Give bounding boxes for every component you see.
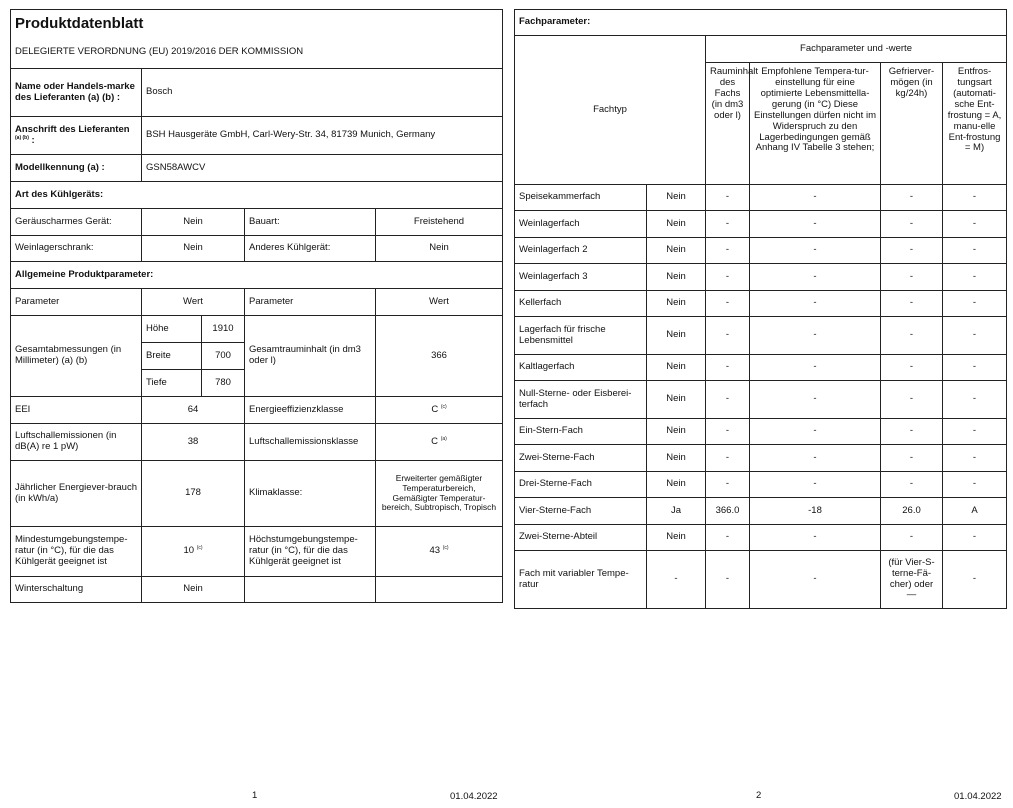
col-volume-header: Rauminhalt des Fachs (in dm3 oder l) [706, 63, 750, 185]
max-temp-value: 43 $^{(c)}$ [376, 527, 503, 577]
compartment-volume: 366.0 [706, 498, 750, 525]
compartment-present: - [647, 551, 706, 609]
min-temp-label: Mindestumgebungstempe-ratur (in °C), für die das Kühlgerät geeignet ist [11, 527, 142, 577]
compartment-freeze: - [881, 264, 943, 291]
compartment-name: Null-Sterne- oder Eisberei-terfach [515, 381, 647, 419]
compartment-row [515, 525, 1007, 551]
noise-label: Luftschallemissionen (in dB(A) re 1 pW) [11, 424, 142, 461]
compartment-volume: - [706, 525, 750, 551]
compartment-volume: - [706, 238, 750, 264]
compartment-temp: - [750, 381, 881, 419]
volume-label: Gesamtrauminhalt (in dm3 oder l) [245, 316, 376, 397]
compartment-temp: - [750, 419, 881, 445]
section-heading: Fachparameter: [515, 10, 1007, 36]
compartment-name: Vier-Sterne-Fach [515, 498, 647, 525]
min-temp-value: 10 $^{(c)}$ [142, 527, 245, 577]
energy-class-value: C $^{(c)}$ [376, 397, 503, 424]
compartment-name: Lagerfach für frische Lebensmittel [515, 317, 647, 355]
general-section-heading: Allgemeine Produktparameter: [11, 262, 503, 289]
compartment-freeze: - [881, 185, 943, 211]
compartment-defrost: - [943, 317, 1007, 355]
regulation-text: DELEGIERTE VERORDNUNG (EU) 2019/2016 DER KOMMISSION [11, 38, 503, 69]
compartment-row [515, 472, 1007, 498]
compartment-freeze: - [881, 419, 943, 445]
page-title: Produktdatenblatt [11, 10, 503, 38]
noise-class-label: Luftschallemissionsklasse [245, 424, 376, 461]
climate-value: Erweiterter gemäßigter Temperaturbereich, Gemäßigter Temperatur-bereich, Subtropisch, Tropisch [376, 461, 503, 527]
compartment-freeze: - [881, 472, 943, 498]
compartment-freeze: - [881, 445, 943, 472]
volume-value: 366 [376, 316, 503, 397]
compartment-freeze: (für Vier-S-terne-Fä-cher) oder — [881, 551, 943, 609]
compartment-volume: - [706, 185, 750, 211]
compartment-defrost: - [943, 381, 1007, 419]
max-temp-label: Höchstumgebungstempe-ratur (in °C), für die das Kühlgerät geeignet ist [245, 527, 376, 577]
group-header: Fachparameter und -werte [706, 36, 1007, 63]
compartment-defrost: - [943, 355, 1007, 381]
model-value: GSN58AWCV [142, 155, 503, 182]
compartment-parameters-table [514, 9, 1007, 609]
compartment-name: Kaltlagerfach [515, 355, 647, 381]
height-value: 1910 [202, 316, 245, 343]
page-number-2: 2 [756, 790, 762, 801]
compartment-volume: - [706, 264, 750, 291]
compartment-name: Zwei-Sterne-Abteil [515, 525, 647, 551]
compartment-name: Kellerfach [515, 291, 647, 317]
consumption-value: 178 [142, 461, 245, 527]
compartment-row [515, 419, 1007, 445]
compartment-freeze: - [881, 317, 943, 355]
compartment-temp: - [750, 472, 881, 498]
compartment-row [515, 238, 1007, 264]
compartment-present: Nein [647, 445, 706, 472]
compartment-present: Nein [647, 185, 706, 211]
winter-value: Nein [142, 577, 245, 603]
compartment-freeze: - [881, 238, 943, 264]
compartment-present: Nein [647, 472, 706, 498]
wine-cabinet-label: Weinlagerschrank: [11, 236, 142, 262]
model-label: Modellkennung (a) : [11, 155, 142, 182]
compartment-defrost: A [943, 498, 1007, 525]
value-header: Wert [142, 289, 245, 316]
climate-label: Klimaklasse: [245, 461, 376, 527]
other-appliance-label: Anderes Kühlgerät: [245, 236, 376, 262]
compartment-defrost: - [943, 419, 1007, 445]
height-label: Höhe [142, 316, 202, 343]
date-1: 01.04.2022 [450, 791, 498, 802]
compartment-name: Drei-Sterne-Fach [515, 472, 647, 498]
compartment-freeze: - [881, 381, 943, 419]
compartment-freeze: - [881, 211, 943, 238]
compartment-defrost: - [943, 185, 1007, 211]
compartment-freeze: - [881, 291, 943, 317]
compartment-present: Nein [647, 211, 706, 238]
compartment-defrost: - [943, 472, 1007, 498]
compartment-row [515, 445, 1007, 472]
eei-value: 64 [142, 397, 245, 424]
wine-cabinet-value: Nein [142, 236, 245, 262]
compartment-defrost: - [943, 291, 1007, 317]
compartment-volume: - [706, 381, 750, 419]
compartment-temp: - [750, 185, 881, 211]
compartment-temp: - [750, 238, 881, 264]
fachtyp-header: Fachtyp [515, 36, 706, 185]
compartment-row [515, 498, 1007, 525]
product-datasheet-table [10, 9, 503, 603]
compartment-temp: - [750, 525, 881, 551]
energy-class-label: Energieeffizienzklasse [245, 397, 376, 424]
compartment-name: Ein-Stern-Fach [515, 419, 647, 445]
compartment-volume: - [706, 551, 750, 609]
compartment-temp: -18 [750, 498, 881, 525]
empty-cell [245, 577, 376, 603]
design-label: Bauart: [245, 209, 376, 236]
compartment-row [515, 355, 1007, 381]
other-appliance-value: Nein [376, 236, 503, 262]
compartment-name: Weinlagerfach 3 [515, 264, 647, 291]
empty-cell [376, 577, 503, 603]
compartment-temp: - [750, 445, 881, 472]
winter-label: Winterschaltung [11, 577, 142, 603]
compartment-temp: - [750, 355, 881, 381]
compartment-row [515, 317, 1007, 355]
compartment-defrost: - [943, 551, 1007, 609]
depth-value: 780 [202, 370, 245, 397]
compartment-volume: - [706, 355, 750, 381]
supplier-name-value: Bosch [142, 69, 503, 117]
compartment-present: Nein [647, 238, 706, 264]
compartment-temp: - [750, 551, 881, 609]
col-defrost-header: Entfros-tungsart (automati-sche Ent-frostung = A, manu-elle Ent-frostung = M) [943, 63, 1007, 185]
compartment-defrost: - [943, 264, 1007, 291]
low-noise-label: Geräuscharmes Gerät: [11, 209, 142, 236]
supplier-address-value: BSH Hausgeräte GmbH, Carl-Wery-Str. 34, 81739 Munich, Germany [142, 117, 503, 155]
compartment-volume: - [706, 445, 750, 472]
compartment-row [515, 185, 1007, 211]
dimensions-label: Gesamtabmessungen (in Millimeter) (a) (b) [11, 316, 142, 397]
compartment-volume: - [706, 419, 750, 445]
supplier-address-label: Anschrift des Lieferanten $^{(a) (b)}$ : [11, 117, 142, 155]
compartment-present: Nein [647, 264, 706, 291]
compartment-present: Nein [647, 525, 706, 551]
compartment-defrost: - [943, 238, 1007, 264]
compartment-temp: - [750, 264, 881, 291]
design-value: Freistehend [376, 209, 503, 236]
compartment-freeze: - [881, 525, 943, 551]
compartment-row [515, 291, 1007, 317]
width-label: Breite [142, 343, 202, 370]
compartment-row [515, 551, 1007, 609]
compartment-volume: - [706, 291, 750, 317]
compartment-defrost: - [943, 525, 1007, 551]
param-header-2: Parameter [245, 289, 376, 316]
compartment-present: Nein [647, 317, 706, 355]
compartment-freeze: - [881, 355, 943, 381]
compartment-volume: - [706, 472, 750, 498]
compartment-present: Nein [647, 419, 706, 445]
compartment-volume: - [706, 317, 750, 355]
type-section-heading: Art des Kühlgeräts: [11, 182, 503, 209]
compartment-present: Nein [647, 355, 706, 381]
date-2: 01.04.2022 [954, 791, 1002, 802]
compartment-name: Weinlagerfach [515, 211, 647, 238]
depth-label: Tiefe [142, 370, 202, 397]
compartment-defrost: - [943, 211, 1007, 238]
param-header: Parameter [11, 289, 142, 316]
consumption-label: Jährlicher Energiever-brauch (in kWh/a) [11, 461, 142, 527]
compartment-row [515, 211, 1007, 238]
col-temp-header: Empfohlene Tempera-tur-einstellung für eine optimierte Lebensmittella-gerung (in °C) Diese Einstellungen dürfen nicht im Widerspruch zu den Lagerbedingungen gemäß Anhang IV Tabelle 3 stehen; [750, 63, 881, 185]
compartment-row [515, 381, 1007, 419]
compartment-temp: - [750, 211, 881, 238]
compartment-name: Weinlagerfach 2 [515, 238, 647, 264]
compartment-present: Nein [647, 381, 706, 419]
low-noise-value: Nein [142, 209, 245, 236]
compartment-row [515, 264, 1007, 291]
noise-value: 38 [142, 424, 245, 461]
compartment-name: Zwei-Sterne-Fach [515, 445, 647, 472]
compartment-volume: - [706, 211, 750, 238]
compartment-present: Ja [647, 498, 706, 525]
value-header-2: Wert [376, 289, 503, 316]
compartment-temp: - [750, 317, 881, 355]
compartment-freeze: 26.0 [881, 498, 943, 525]
col-freeze-header: Gefrierver-mögen (in kg/24h) [881, 63, 943, 185]
compartment-name: Speisekammerfach [515, 185, 647, 211]
compartment-name: Fach mit variabler Tempe-ratur [515, 551, 647, 609]
supplier-name-label: Name oder Handels-marke des Lieferanten (a) (b) : [11, 69, 142, 117]
eei-label: EEI [11, 397, 142, 424]
compartment-present: Nein [647, 291, 706, 317]
compartment-temp: - [750, 291, 881, 317]
width-value: 700 [202, 343, 245, 370]
compartment-defrost: - [943, 445, 1007, 472]
noise-class-value: C $^{(a)}$ [376, 424, 503, 461]
page-number-1: 1 [252, 790, 258, 801]
